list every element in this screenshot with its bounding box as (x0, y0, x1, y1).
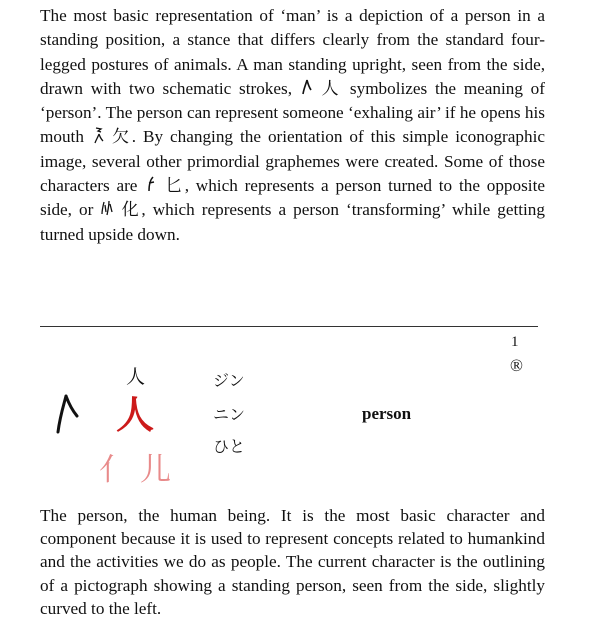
variant-forms: 亻儿 (99, 452, 181, 488)
small-kanji: 人 (126, 366, 146, 388)
kanji-person: 人 (321, 78, 343, 99)
ancient-person-glyph-icon (300, 78, 314, 96)
reading-on-1: ジン (213, 371, 245, 390)
description-paragraph: The person, the human being. It is the most basic character and component because it is used to represent concepts related to humankind and the activities we do as people. The current character is the outlining of a pictograph showing a standing person, seen from the side, slightly curved to the left. (40, 506, 545, 618)
main-kanji: 人 (116, 393, 155, 437)
ancient-exhale-glyph-icon (91, 126, 105, 144)
meaning-label: person (362, 404, 412, 423)
intro-text-5: , which represents a person ‘transforming’ while getting turned upside down. (40, 200, 545, 244)
intro-text-1: The most basic representation of ‘man’ is a depiction of a person in a standing position, a stance that differs clearly from the standard four-legged postures of animals. A man standing upright, seen from the side, drawn with two schematic strokes, (40, 6, 545, 98)
intro-text-3: . By changing the orientation of this simple iconographic image, several other primordial graphemes were created. Some of those characters are (40, 127, 545, 196)
ancient-person-large-glyph-icon (52, 392, 82, 436)
intro-paragraph (40, 4, 545, 247)
kanji-turned-person: 匕 (165, 176, 185, 197)
kanji-exhale: 欠 (111, 127, 132, 148)
intro-text-2: symbolizes the meaning of ‘person’. The person can represent someone ‘exhaling air’ if he opens his mouth (40, 78, 545, 147)
reading-on-2: ニン (213, 405, 246, 424)
intro-text-4: , which represents a person turned to the opposite side, or (40, 176, 545, 220)
kanji-transform: 化 (121, 200, 142, 221)
reading-kun: ひと (213, 437, 246, 456)
registered-mark: ® (510, 356, 523, 375)
entry-number: 1 (511, 334, 519, 350)
ancient-transform-glyph-icon (100, 199, 114, 217)
section-divider (40, 326, 538, 327)
ancient-turned-person-glyph-icon (144, 175, 158, 193)
